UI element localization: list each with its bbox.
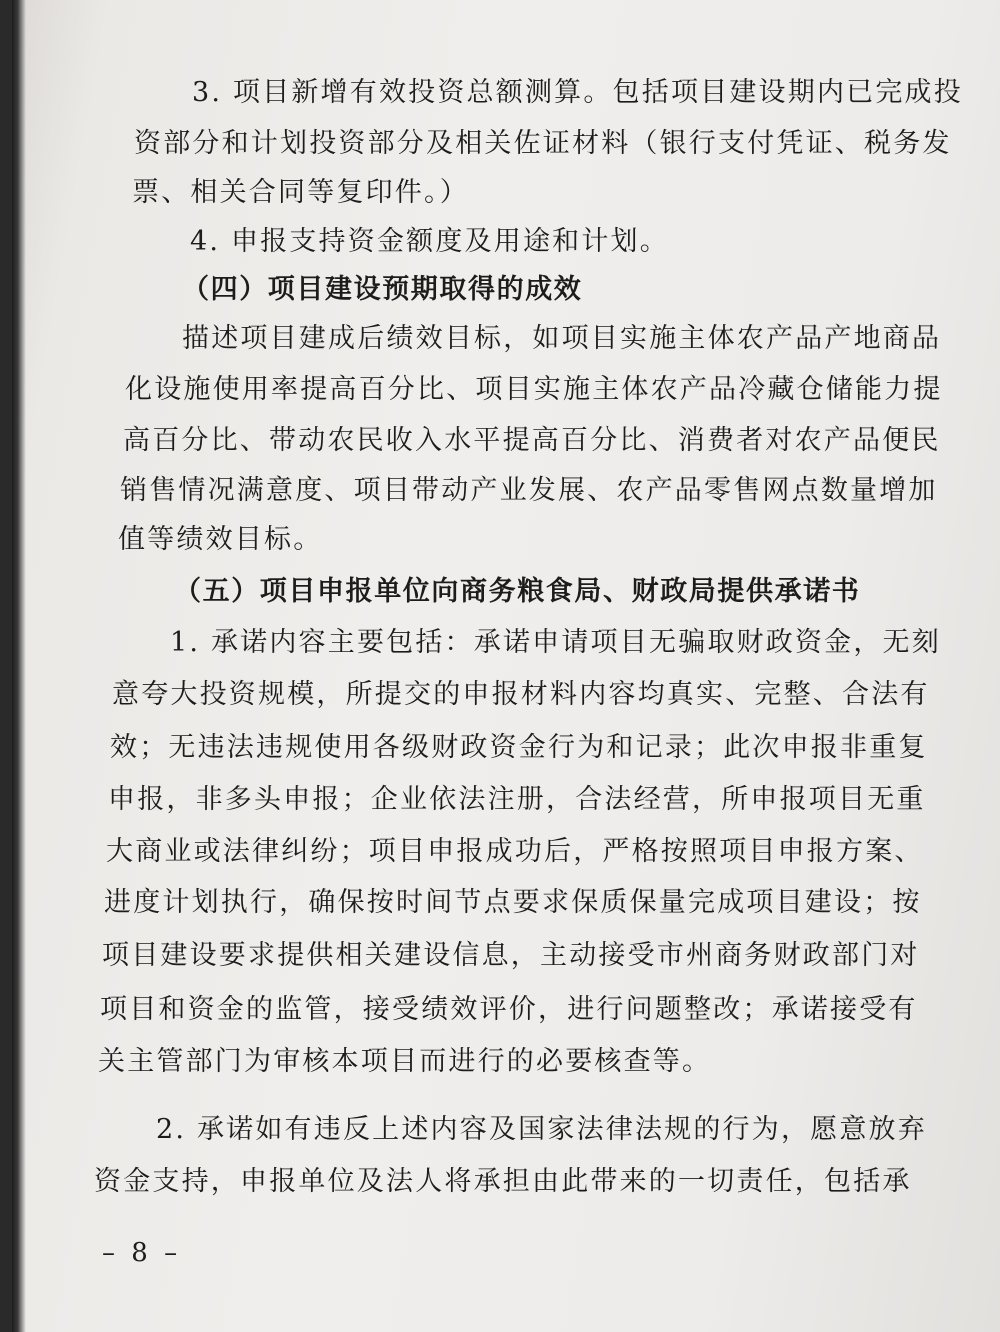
text-line: 2. 承诺如有违反上述内容及国家法律法规的行为，愿意放弃 bbox=[156, 1114, 927, 1145]
text-line: 销售情况满意度、项目带动产业发展、农产品零售网点数量增加 bbox=[120, 475, 938, 506]
text-line: 关主管部门为审核本项目而进行的必要核查等。 bbox=[98, 1046, 712, 1077]
text-line: 效；无违法违规使用各级财政资金行为和记录；此次申报非重复 bbox=[110, 732, 928, 763]
text-line: 高百分比、带动农民收入水平提高百分比、消费者对农产品便民 bbox=[123, 425, 941, 456]
text-line: 申报，非多头申报；企业依法注册，合法经营，所申报项目无重 bbox=[108, 784, 926, 815]
text-line: 1. 承诺内容主要包括：承诺申请项目无骗取财政资金，无刻 bbox=[170, 627, 941, 658]
text-line: 3. 项目新增有效投资总额测算。包括项目建设期内已完成投 bbox=[192, 77, 963, 108]
text-line: 值等绩效目标。 bbox=[118, 524, 323, 555]
section-heading: （四）项目建设预期取得的成效 bbox=[182, 274, 583, 305]
text-line: 大商业或法律纠纷；项目申报成功后，严格按照项目申报方案、 bbox=[106, 836, 924, 867]
text-line: 描述项目建成后绩效目标，如项目实施主体农产品产地商品 bbox=[182, 323, 942, 354]
text-line: 资部分和计划投资部分及相关佐证材料（银行支付凭证、税务发 bbox=[134, 128, 952, 159]
text-line: 项目建设要求提供相关建设信息，主动接受市州商务财政部门对 bbox=[102, 940, 920, 971]
page-number: – 8 – bbox=[102, 1238, 182, 1268]
page-edge-shadow bbox=[12, 0, 26, 1332]
text-line: 进度计划执行，确保按时间节点要求保质保量完成项目建设；按 bbox=[104, 887, 922, 918]
text-line: 票、相关合同等复印件。） bbox=[132, 177, 469, 208]
text-line: 项目和资金的监管，接受绩效评价，进行问题整改；承诺接受有 bbox=[100, 994, 918, 1025]
text-line: 化设施使用率提高百分比、项目实施主体农产品冷藏仓储能力提 bbox=[125, 374, 943, 405]
text-line: 意夸大投资规模，所提交的申报材料内容均真实、完整、合法有 bbox=[112, 679, 930, 710]
text-line: 4. 申报支持资金额度及用途和计划。 bbox=[190, 226, 669, 257]
text-line: 资金支持，申报单位及法人将承担由此带来的一切责任，包括承 bbox=[94, 1166, 912, 1197]
document-page bbox=[12, 0, 1000, 1332]
section-heading: （五）项目申报单位向商务粮食局、财政局提供承诺书 bbox=[174, 576, 861, 607]
